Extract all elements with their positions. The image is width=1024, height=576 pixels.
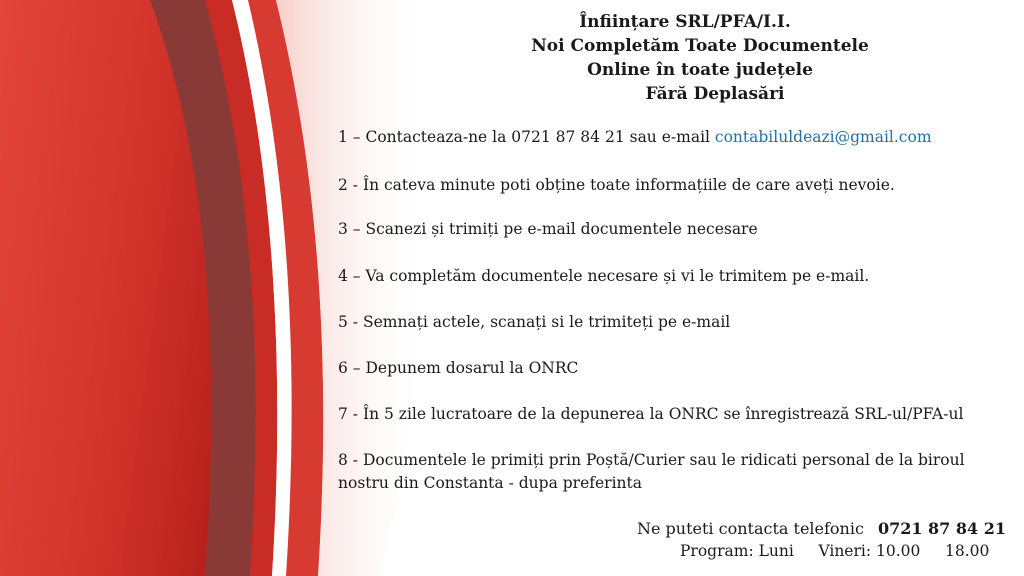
office-program: Program: Luni Vineri: 10.00 18.00 [680,542,990,560]
header-line-2: Noi Completăm Toate Documentele [531,36,869,56]
step-8-line-2: nostru din Constanta - dupa preferinta [338,474,642,492]
header-title [440,10,960,106]
header-line-3: Online în toate județele [587,60,813,80]
phone-number[interactable]: 0721 87 84 21 [877,519,1006,538]
step-7: 7 - În 5 zile lucratoare de la depunerea la ONRC se înregistrează SRL-ul/PFA-ul [338,405,964,423]
step-2: 2 - În cateva minute poti obține toate informațiile de care aveți nevoie. [338,176,895,194]
step-8-line-1: 8 - Documentele le primiți prin Poștă/Curier sau le ridicati personal de la biroul [338,451,965,469]
step-1-text: 1 – Contacteaza-ne la 0721 87 84 21 sau e-mail [338,128,715,146]
step-1 [338,126,932,148]
step-4: 4 – Va completăm documentele necesare și vi le trimitem pe e-mail. [338,267,870,285]
step-3: 3 – Scanezi și trimiți pe e-mail documentele necesare [338,220,758,238]
contact-label: Ne puteti contacta telefonic [637,519,864,538]
header-line-4: Fără Deplasări [645,84,785,104]
step-5: 5 - Semnați actele, scanați si le trimiteți pe e-mail [338,313,731,331]
step-6: 6 – Depunem dosarul la ONRC [338,359,579,377]
header-line-1: Înființare SRL/PFA/I.I. [579,12,791,32]
email-link[interactable]: contabiluldeazi@gmail.com [714,128,932,146]
footer-contact [637,519,1006,538]
